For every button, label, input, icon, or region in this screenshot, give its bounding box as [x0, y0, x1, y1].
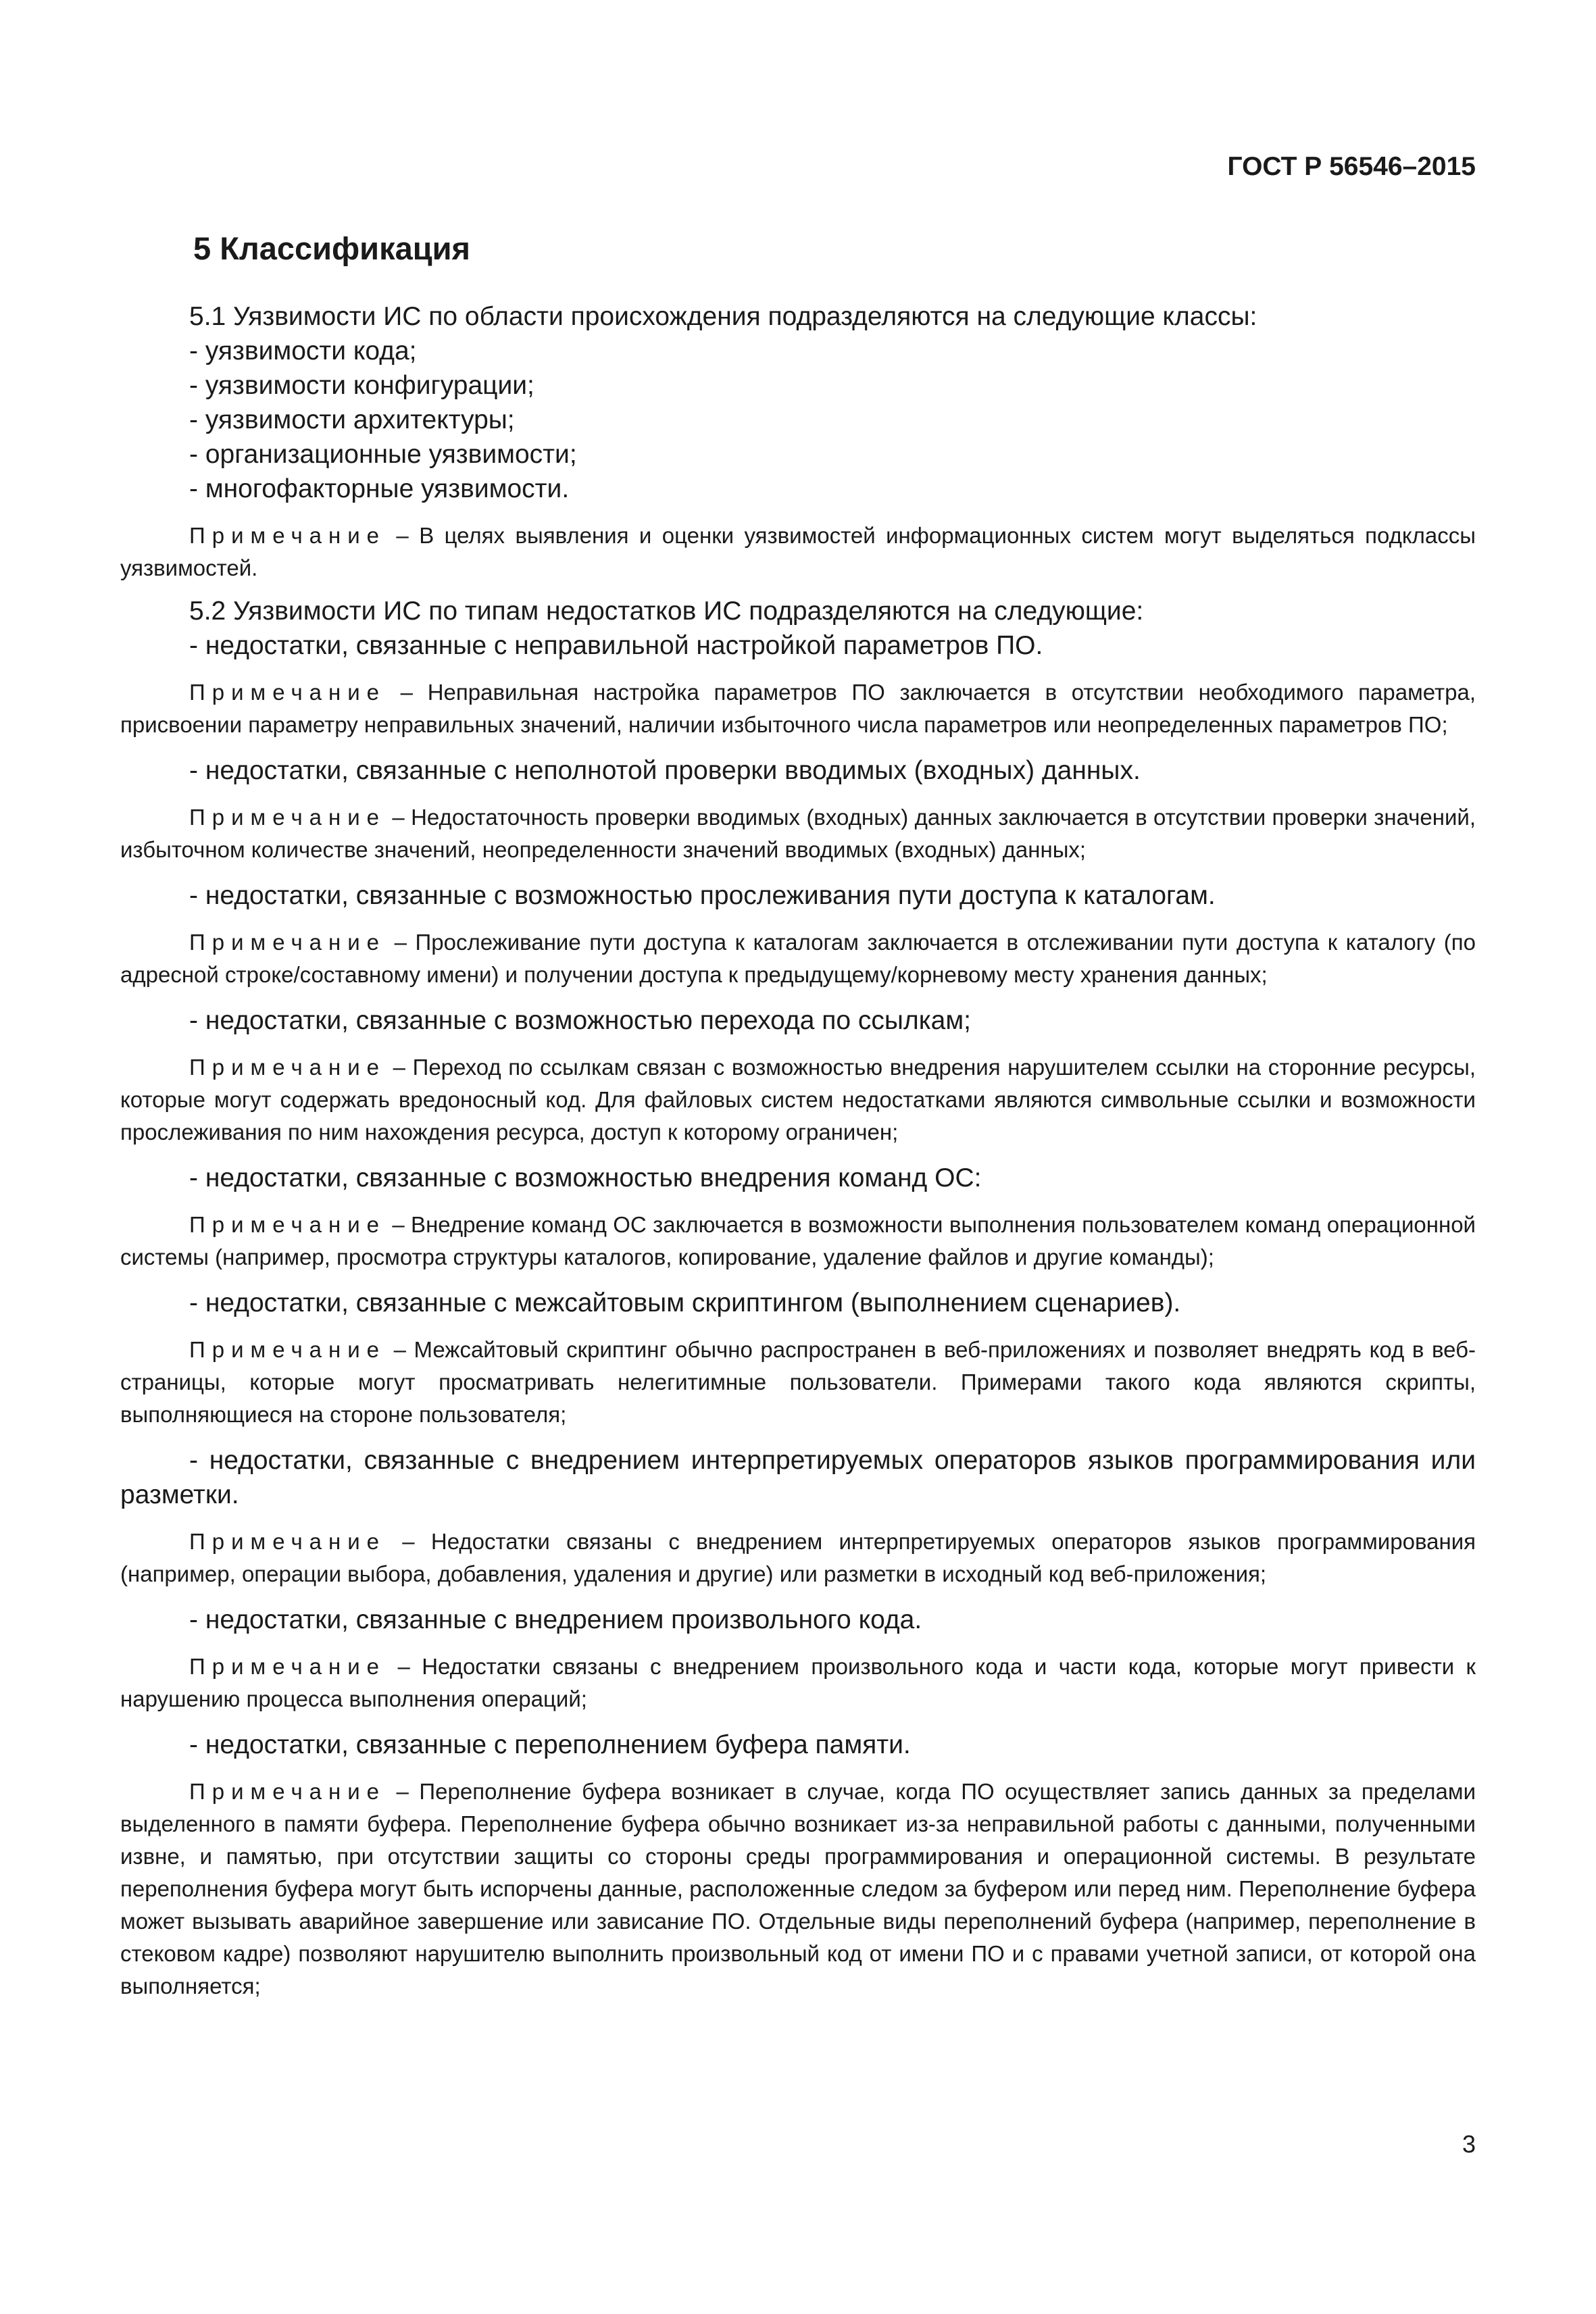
- note-label: Примечание: [189, 680, 386, 705]
- note-text: – Переход по ссылкам связан с возможностью внедрения нарушителем ссылки на сторонние ресурсы, которые могут содержать вредоносный код. Для файловых систем недостатками являются символьные ссылки и возможности прослеживания по ним нахождения ресурса, доступ к которому ограничен;: [120, 1055, 1476, 1145]
- note: [120, 1209, 1476, 1274]
- note-label: Примечание: [189, 805, 386, 830]
- note: [120, 1776, 1476, 2003]
- defect-item: - недостатки, связанные с неправильной настройкой параметров ПО.: [189, 631, 1043, 660]
- note-text: – В целях выявления и оценки уязвимостей информационных систем могут выделяться подклассы уязвимостей.: [120, 523, 1476, 580]
- note-label: Примечание: [189, 1654, 386, 1679]
- note: [120, 520, 1476, 584]
- page-number: 3: [1462, 2130, 1476, 2158]
- note: [120, 1526, 1476, 1590]
- note: [120, 801, 1476, 866]
- note-label: Примечание: [189, 523, 386, 548]
- document-page: [120, 0, 1476, 2314]
- list-item: - многофакторные уязвимости.: [189, 474, 570, 503]
- defect-item: - недостатки, связанные с возможностью внедрения команд ОС:: [189, 1163, 982, 1192]
- note-text: – Неправильная настройка параметров ПО заключается в отсутствии необходимого параметра, присвоении параметру неправильных значений, наличии избыточного числа параметров или неопределенных параметров ПО;: [120, 680, 1476, 737]
- defect-item: - недостатки, связанные с межсайтовым скриптингом (выполнением сценариев).: [189, 1288, 1181, 1317]
- defect-item: - недостатки, связанные с внедрением интерпретируемых операторов языков программирования или разметки.: [120, 1446, 1476, 1509]
- note-label: Примечание: [189, 1779, 386, 1804]
- list-item: - организационные уязвимости;: [189, 440, 577, 469]
- note-label: Примечание: [189, 1529, 386, 1554]
- list-item: - уязвимости кода;: [189, 336, 417, 366]
- note-text: – Межсайтовый скриптинг обычно распространен в веб-приложениях и позволяет внедрять код в веб-страницы, которые могут просматривать нелегитимные пользователи. Примерами такого кода являются скрипты, выполняющиеся на стороне пользователя;: [120, 1337, 1476, 1427]
- paragraph-5-2-intro: 5.2 Уязвимости ИС по типам недостатков ИС подразделяются на следующие:: [189, 597, 1144, 626]
- document-body: [120, 299, 1476, 2003]
- paragraph-5-1-intro: 5.1 Уязвимости ИС по области происхождения подразделяются на следующие классы:: [189, 302, 1257, 331]
- defect-item: - недостатки, связанные с внедрением произвольного кода.: [189, 1605, 922, 1634]
- note: [120, 676, 1476, 741]
- note-text: – Недостаточность проверки вводимых (входных) данных заключается в отсутствии проверки значений, избыточном количестве значений, неопределенности значений вводимых (входных) данных;: [120, 805, 1476, 862]
- note-text: – Недостатки связаны с внедрением интерпретируемых операторов языков программирования (например, операции выбора, добавления, удаления и другие) или разметки в исходный код веб-приложения;: [120, 1529, 1476, 1586]
- list-item: - уязвимости конфигурации;: [189, 371, 534, 400]
- note-text: – Прослеживание пути доступа к каталогам заключается в отслеживании пути доступа к каталогу (по адресной строке/составному имени) и получении доступа к предыдущему/корневому месту хранения данных;: [120, 930, 1476, 987]
- list-item: - уязвимости архитектуры;: [189, 405, 515, 434]
- note-label: Примечание: [189, 1212, 386, 1237]
- defect-item: - недостатки, связанные с возможностью перехода по ссылкам;: [189, 1006, 971, 1035]
- note-label: Примечание: [189, 1055, 386, 1080]
- note-text: – Недостатки связаны с внедрением произвольного кода и части кода, которые могут привести к нарушению процесса выполнения операций;: [120, 1654, 1476, 1711]
- section-title: 5 Классификация: [193, 230, 470, 266]
- defect-item: - недостатки, связанные с переполнением буфера памяти.: [189, 1730, 911, 1759]
- defect-item: - недостатки, связанные с возможностью прослеживания пути доступа к каталогам.: [189, 881, 1216, 910]
- note: [120, 1051, 1476, 1149]
- note-label: Примечание: [189, 1337, 386, 1362]
- defect-item: - недостатки, связанные с неполнотой проверки вводимых (входных) данных.: [189, 756, 1141, 785]
- note-text: – Переполнение буфера возникает в случае, когда ПО осуществляет запись данных за пределами выделенного в памяти буфера. Переполнение буфера обычно возникает из-за неправильной работы с данными, полученными извне, и памятью, при отсутствии защиты со стороны среды программирования и операционной системы. В результате переполнения буфера могут быть испорчены данные, расположенные следом за буфером или перед ним. Переполнение буфера может вызывать аварийное завершение или зависание ПО. Отдельные виды переполнений буфера (например, переполнение в стековом кадре) позволяют нарушителю выполнить произвольный код от имени ПО и с правами учетной записи, от которой она выполняется;: [120, 1779, 1476, 1998]
- note-label: Примечание: [189, 930, 386, 955]
- note: [120, 1334, 1476, 1431]
- note: [120, 926, 1476, 991]
- note-text: – Внедрение команд ОС заключается в возможности выполнения пользователем команд операционной системы (например, просмотра структуры каталогов, копирование, удаление файлов и другие команды);: [120, 1212, 1476, 1269]
- note: [120, 1651, 1476, 1715]
- document-header-id: ГОСТ Р 56546–2015: [1227, 152, 1476, 181]
